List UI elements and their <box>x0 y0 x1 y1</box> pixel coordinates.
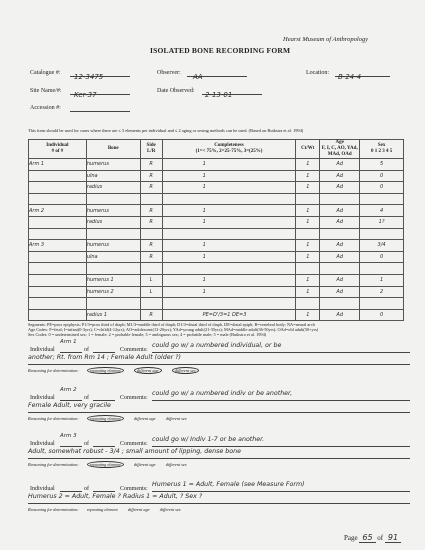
cell-side[interactable] <box>140 228 162 240</box>
reasoning-repeating-element[interactable]: repeating element <box>87 461 124 468</box>
cell-ind[interactable] <box>29 286 87 298</box>
comment-individual-label: Individual <box>30 347 55 353</box>
comment-line-1[interactable]: could go w/ Indiv 1-7 or be another. <box>152 436 410 447</box>
cell-sex[interactable] <box>360 298 404 310</box>
page-total[interactable]: 91 <box>385 533 401 543</box>
reasoning-label: Reasoning for determination: <box>28 462 79 467</box>
site-value: Ker-37 <box>74 91 97 99</box>
comment-tag: Arm 1 <box>60 339 77 345</box>
cell-side[interactable]: L <box>140 274 162 286</box>
form-title: ISOLATED BONE RECORDING FORM <box>150 46 291 55</box>
cell-side[interactable]: R <box>140 205 162 217</box>
catalogue-field[interactable] <box>70 66 130 81</box>
cell-sex[interactable]: 0 <box>360 182 404 194</box>
comment-line-1[interactable]: could go w/ a numbered individual, or be <box>152 342 410 353</box>
comment-line-2[interactable]: Female Adult, very gracile <box>28 402 410 413</box>
cell-side[interactable]: R <box>140 170 162 182</box>
cell-comp[interactable] <box>162 193 296 205</box>
museum-name: Hearst Museum of Anthropology <box>283 36 369 43</box>
cell-ctwt[interactable]: 1 <box>296 309 320 321</box>
cell-ind[interactable] <box>29 274 87 286</box>
cell-ctwt[interactable]: 1 <box>296 170 320 182</box>
cell-age[interactable]: Ad <box>320 205 360 217</box>
cell-bone[interactable]: humerus <box>86 205 140 217</box>
cell-ind[interactable] <box>29 263 87 275</box>
reasoning-different-age[interactable]: different age <box>133 416 156 421</box>
cell-bone[interactable]: ulna <box>86 170 140 182</box>
comment-of-label: of <box>84 441 89 447</box>
cell-bone[interactable]: radius <box>86 182 140 194</box>
cell-age[interactable]: Ad <box>320 216 360 228</box>
date-field[interactable] <box>202 84 262 99</box>
cell-ind[interactable] <box>29 216 87 228</box>
cell-ind[interactable]: Arm 2 <box>29 205 87 217</box>
cell-side[interactable]: R <box>140 182 162 194</box>
table-row <box>29 228 404 240</box>
cell-sex[interactable] <box>360 193 404 205</box>
cell-comp[interactable]: 1 <box>162 159 296 171</box>
reasoning-label: Reasoning for determination: <box>28 416 79 421</box>
comment-individual-field[interactable] <box>60 391 82 401</box>
cell-ind[interactable] <box>29 193 87 205</box>
cell-sex[interactable]: 1 <box>360 274 404 286</box>
cell-side[interactable]: R <box>140 159 162 171</box>
cell-ctwt[interactable]: 1 <box>296 216 320 228</box>
comment-line-1[interactable]: Humerus 1 = Adult, Female (see Measure Form) <box>152 481 410 492</box>
cell-sex[interactable]: 3/4 <box>360 240 404 252</box>
comment-individual-field[interactable] <box>60 343 82 353</box>
cell-bone[interactable] <box>86 298 140 310</box>
reasoning-label: Reasoning for determination: <box>28 368 79 373</box>
header-sex: Sex 0 1 2 3 4 5 <box>360 140 404 159</box>
header-individual: Individual # of # <box>29 140 87 159</box>
cell-sex[interactable]: 0 <box>360 309 404 321</box>
cell-ctwt[interactable] <box>296 193 320 205</box>
comment-of-label: of <box>84 347 89 353</box>
location-value: B-24-4 <box>338 73 362 81</box>
cell-sex[interactable] <box>360 228 404 240</box>
table-row <box>29 216 404 228</box>
comment-line-2[interactable]: another; Rt. from Rm 14 ; Female Adult (older ?) <box>28 354 410 365</box>
legend-age: Age Codes: F=fetal; I=infant(0-3yrs); C=child(4-12yrs); AO=adolescent(13-20yrs); YAd=young adult(21-35yrs); MAd=middle adult(36-50yrs); OAd=old adult(50+yrs) <box>28 327 319 332</box>
table-row <box>29 205 404 217</box>
cell-side[interactable]: R <box>140 309 162 321</box>
reasoning-row <box>28 507 181 512</box>
cell-ctwt[interactable]: 1 <box>296 205 320 217</box>
cell-side[interactable] <box>140 298 162 310</box>
cell-bone[interactable] <box>86 193 140 205</box>
page-footer <box>344 533 401 542</box>
cell-bone[interactable]: ulna <box>86 251 140 263</box>
date-value: 2-13-01 <box>205 91 233 99</box>
cell-comp[interactable]: 1 <box>162 170 296 182</box>
location-field[interactable] <box>335 66 390 81</box>
date-label: Date Observed: <box>157 88 195 94</box>
cell-comp[interactable]: 1 <box>162 182 296 194</box>
comment-tag: Arm 2 <box>60 387 77 393</box>
page-of-label: of <box>377 534 384 542</box>
cell-ind[interactable]: Arm 1 <box>29 159 87 171</box>
comment-label: Comments: <box>120 395 148 401</box>
header-bone: Bone <box>86 140 140 159</box>
comment-individual-field[interactable] <box>60 437 82 447</box>
comment-individual-label: Individual <box>30 486 55 492</box>
cell-ind[interactable]: Arm 3 <box>29 240 87 252</box>
bone-table <box>28 139 404 321</box>
cell-ctwt[interactable]: 1 <box>296 240 320 252</box>
comment-label: Comments: <box>120 347 148 353</box>
table-row <box>29 309 404 321</box>
reasoning-repeating-element[interactable]: repeating element <box>87 507 118 512</box>
comment-individual-field[interactable] <box>60 482 82 492</box>
cell-sex[interactable]: 2 <box>360 286 404 298</box>
cell-comp[interactable]: 1 <box>162 274 296 286</box>
cell-sex[interactable]: 4 <box>360 205 404 217</box>
reasoning-different-sex[interactable]: different sex <box>165 462 187 467</box>
cell-ind[interactable] <box>29 309 87 321</box>
cell-side[interactable]: R <box>140 251 162 263</box>
table-row <box>29 263 404 275</box>
cell-age[interactable] <box>320 263 360 275</box>
cell-age[interactable]: Ad <box>320 251 360 263</box>
cell-ctwt[interactable] <box>296 263 320 275</box>
cell-ctwt[interactable] <box>296 298 320 310</box>
comment-of-label: of <box>84 395 89 401</box>
table-row <box>29 251 404 263</box>
legend-sex: Sex Codes: 0 = undetermined sex; 1 = female; 2 = probable female; 3 = ambiguous sex; 4 = probable male; 5 = male (Buikstra et al. 1994) <box>28 332 267 337</box>
table-row <box>29 182 404 194</box>
comment-line-2[interactable]: Humerus 2 = Adult, Female ? Radius 1 = Adult, ? Sex ? <box>28 493 410 504</box>
header-completeness: Completeness (1=< 75%, 2=25-75%, 3=(25%) <box>162 140 296 159</box>
cell-bone[interactable]: humerus 1 <box>86 274 140 286</box>
comment-label: Comments: <box>120 441 148 447</box>
cell-sex[interactable] <box>360 263 404 275</box>
reasoning-repeating-element[interactable]: repeating element <box>87 415 124 422</box>
cell-ctwt[interactable]: 1 <box>296 159 320 171</box>
cell-age[interactable]: Ad <box>320 240 360 252</box>
cell-sex[interactable]: 5 <box>360 159 404 171</box>
reasoning-repeating-element[interactable]: repeating element <box>87 367 124 374</box>
table-row <box>29 193 404 205</box>
cell-ind[interactable] <box>29 182 87 194</box>
cell-ctwt[interactable] <box>296 228 320 240</box>
legend <box>28 322 413 337</box>
comment-individual-label: Individual <box>30 395 55 401</box>
cell-ctwt[interactable]: 1 <box>296 251 320 263</box>
cell-bone[interactable]: humerus 2 <box>86 286 140 298</box>
header-side: Side L/R <box>140 140 162 159</box>
cell-age[interactable]: Ad <box>320 159 360 171</box>
comment-of-field[interactable] <box>93 482 115 492</box>
page-label: Page <box>344 534 358 542</box>
location-label: Location: <box>306 70 329 76</box>
cell-sex[interactable]: 0 <box>360 251 404 263</box>
cell-age[interactable]: Ad <box>320 182 360 194</box>
cell-sex[interactable]: 0 <box>360 170 404 182</box>
header-age: Age F, I, C, AO, YAd, MAd, OAd <box>321 140 358 157</box>
cell-age[interactable] <box>320 298 360 310</box>
cell-ind[interactable] <box>29 298 87 310</box>
cell-side[interactable]: L <box>140 286 162 298</box>
cell-comp[interactable]: 1 <box>162 240 296 252</box>
table-header-row <box>29 140 404 159</box>
cell-side[interactable]: R <box>140 216 162 228</box>
reasoning-row <box>28 416 187 421</box>
cell-ctwt[interactable]: 1 <box>296 182 320 194</box>
table-row <box>29 170 404 182</box>
cell-comp[interactable] <box>162 298 296 310</box>
reasoning-different-age[interactable]: different age <box>133 462 156 467</box>
catalogue-value: 12-3475 <box>74 73 104 81</box>
table-row <box>29 240 404 252</box>
cell-bone[interactable]: radius <box>86 216 140 228</box>
comment-tag: Arm 3 <box>60 433 77 439</box>
observer-field[interactable] <box>187 66 247 81</box>
comment-of-field[interactable] <box>93 343 115 353</box>
cell-ind[interactable] <box>29 170 87 182</box>
cell-bone[interactable] <box>86 228 140 240</box>
cell-bone[interactable] <box>86 263 140 275</box>
reasoning-different-age[interactable]: different age <box>127 507 150 512</box>
observer-value: AA <box>193 73 203 81</box>
cell-age[interactable] <box>320 193 360 205</box>
table-row <box>29 286 404 298</box>
comment-of-label: of <box>84 486 89 492</box>
cell-comp[interactable]: 1 <box>162 251 296 263</box>
comment-line-1[interactable]: could go w/ a numbered indiv or be another, <box>152 390 410 401</box>
cell-bone[interactable]: radius 1 <box>86 309 140 321</box>
form-instruction: This form should be used for cases where there are ≤ 5 elements per individual and ≤ 2 aging or sexing methods can be used. (Based on Buikstra et al. 1994) <box>28 128 304 133</box>
accession-label: Accession #: <box>30 105 61 111</box>
accession-field[interactable] <box>70 101 130 112</box>
cell-bone[interactable]: humerus <box>86 240 140 252</box>
reasoning-row <box>28 462 187 467</box>
cell-side[interactable]: R <box>140 240 162 252</box>
cell-ctwt[interactable]: 1 <box>296 274 320 286</box>
header-ctwt: Ct/Wt <box>296 140 320 159</box>
reasoning-different-sex[interactable]: different sex <box>165 416 187 421</box>
cell-comp[interactable]: PE=D'/3=1 DE=3 <box>162 309 296 321</box>
reasoning-different-age[interactable]: different age <box>134 367 162 374</box>
comment-individual-label: Individual <box>30 441 55 447</box>
cell-ctwt[interactable]: 1 <box>296 286 320 298</box>
cell-comp[interactable] <box>162 263 296 275</box>
page-number[interactable]: 65 <box>359 533 375 543</box>
table-row <box>29 298 404 310</box>
cell-age[interactable]: Ad <box>320 286 360 298</box>
comment-label: Comments: <box>120 486 148 492</box>
observer-label: Observer: <box>157 70 181 76</box>
reasoning-label: Reasoning for determination: <box>28 507 79 512</box>
cell-age[interactable]: Ad <box>320 170 360 182</box>
cell-ind[interactable] <box>29 228 87 240</box>
cell-age[interactable]: Ad <box>320 274 360 286</box>
cell-side[interactable] <box>140 193 162 205</box>
table-row <box>29 159 404 171</box>
comment-of-field[interactable] <box>93 437 115 447</box>
cell-comp[interactable]: 1 <box>162 216 296 228</box>
cell-age[interactable] <box>320 228 360 240</box>
comment-line-2[interactable]: Adult, somewhat robust - 3/4 ; small amount of lipping, dense bone <box>28 448 410 459</box>
table-row <box>29 274 404 286</box>
legend-segments: Segments: PE=prox epiphysis; P1/3=prox third of diaph; M1/3=middle third of diaph; D1/3=distal third of diaph, DE=distal epiph; B=vertebral body; NA=neural arch <box>28 322 315 327</box>
cell-comp[interactable]: 1 <box>162 205 296 217</box>
site-field[interactable] <box>70 84 130 99</box>
catalogue-label: Catalogue #: <box>30 70 61 76</box>
cell-side[interactable] <box>140 263 162 275</box>
comment-of-field[interactable] <box>93 391 115 401</box>
reasoning-row <box>28 368 199 373</box>
cell-ind[interactable] <box>29 251 87 263</box>
site-label: Site Name/#: <box>30 88 62 94</box>
reasoning-different-sex[interactable]: different sex <box>159 507 181 512</box>
cell-age[interactable]: Ad <box>320 309 360 321</box>
cell-sex[interactable]: 1? <box>360 216 404 228</box>
cell-bone[interactable]: humerus <box>86 159 140 171</box>
cell-comp[interactable] <box>162 228 296 240</box>
reasoning-different-sex[interactable]: different sex <box>172 367 199 374</box>
cell-comp[interactable]: 1 <box>162 286 296 298</box>
